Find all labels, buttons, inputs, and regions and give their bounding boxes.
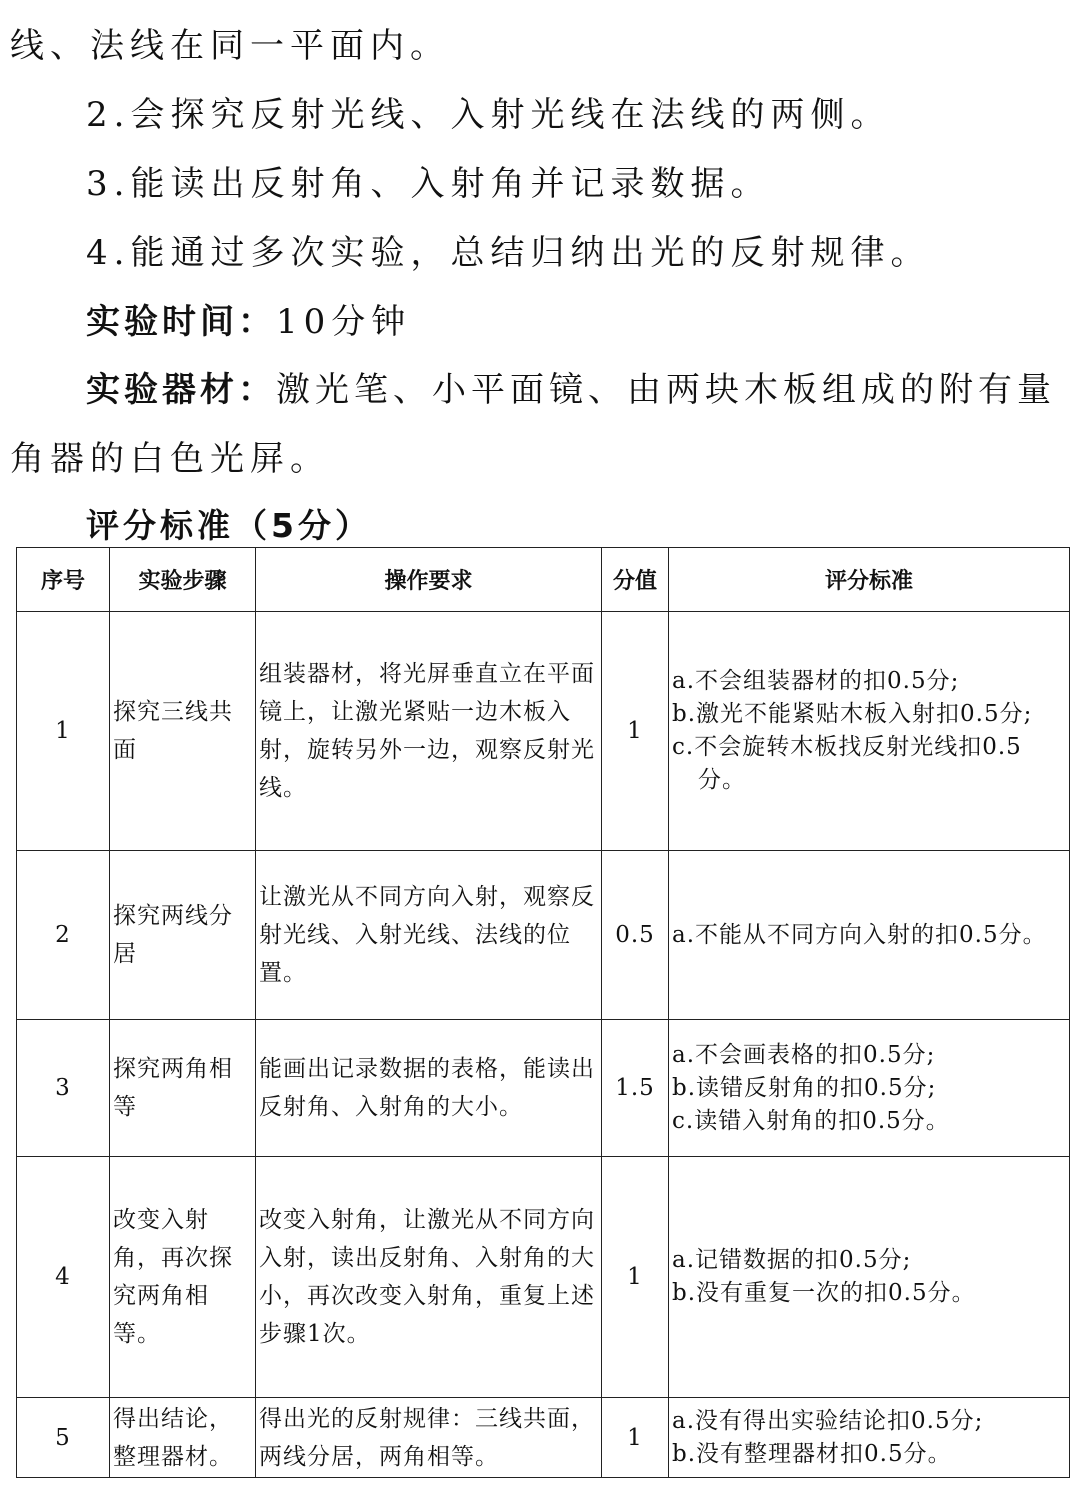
- row-criteria: [669, 1398, 1070, 1478]
- row-score: 1: [602, 1398, 669, 1478]
- materials-label: 实验器材：: [86, 370, 276, 410]
- criteria-item: a.不会组装器材的扣0.5分;: [672, 668, 960, 694]
- criteria-item: a.记错数据的扣0.5分;: [672, 1247, 912, 1273]
- criteria-item: c.不会旋转木板找反射光线扣0.5分。: [672, 734, 1022, 793]
- row-no: 2: [17, 851, 110, 1020]
- scoring-title: 评分标准（5分）: [86, 506, 372, 545]
- row-score: 1: [602, 1157, 669, 1398]
- time-line: [86, 294, 411, 343]
- row-step: 改变入射角，再次探究两角相等。: [110, 1157, 256, 1398]
- table-row: [17, 612, 1070, 851]
- row-criteria: [669, 1157, 1070, 1398]
- row-step: 探究两线分居: [110, 851, 256, 1020]
- scoring-table: [16, 547, 1070, 1478]
- header-score: 分值: [602, 548, 669, 612]
- row-score: 0.5: [602, 851, 669, 1020]
- row-criteria: [669, 851, 1070, 1020]
- table-row: [17, 1157, 1070, 1398]
- row-requirement: 能画出记录数据的表格，能读出反射角、入射角的大小。: [256, 1020, 602, 1157]
- row-step: 得出结论，整理器材。: [110, 1398, 256, 1478]
- row-requirement: 得出光的反射规律：三线共面，两线分居，两角相等。: [256, 1398, 602, 1478]
- row-requirement: 让激光从不同方向入射，观察反射光线、入射光线、法线的位置。: [256, 851, 602, 1020]
- materials-line: [86, 362, 1056, 411]
- header-step: 实验步骤: [110, 548, 256, 612]
- intro-line-4: 4.能通过多次实验，总结归纳出光的反射规律。: [86, 233, 931, 273]
- intro-line-1: 线、法线在同一平面内。: [10, 26, 450, 66]
- intro-line-3: 3.能读出反射角、入射角并记录数据。: [86, 164, 771, 204]
- row-step: 探究三线共面: [110, 612, 256, 851]
- criteria-item: b.读错反射角的扣0.5分;: [672, 1074, 937, 1101]
- header-no: 序号: [17, 548, 110, 612]
- intro-line-2: 2.会探究反射光线、入射光线在法线的两侧。: [86, 95, 891, 135]
- table-row: [17, 1398, 1070, 1478]
- row-score: 1.5: [602, 1020, 669, 1157]
- criteria-item: a.没有得出实验结论扣0.5分;: [672, 1407, 984, 1434]
- criteria-item: b.没有重复一次的扣0.5分。: [672, 1280, 976, 1306]
- criteria-item: b.激光不能紧贴木板入射扣0.5分;: [672, 701, 1033, 727]
- criteria-item: a.不会画表格的扣0.5分;: [672, 1041, 936, 1068]
- row-criteria: [669, 1020, 1070, 1157]
- row-no: 1: [17, 612, 110, 851]
- row-step: 探究两角相等: [110, 1020, 256, 1157]
- row-no: 4: [17, 1157, 110, 1398]
- materials-value: 激光笔、小平面镜、由两块木板组成的附有量: [276, 370, 1056, 410]
- criteria-item: a.不能从不同方向入射的扣0.5分。: [672, 921, 1047, 948]
- row-score: 1: [602, 612, 669, 851]
- row-no: 5: [17, 1398, 110, 1478]
- row-requirement: 改变入射角，让激光从不同方向入射，读出反射角、入射角的大小，再次改变入射角，重复上述步骤1次。: [256, 1157, 602, 1398]
- time-label: 实验时间：: [86, 302, 276, 342]
- header-requirement: 操作要求: [256, 548, 602, 612]
- materials-line-2: 角器的白色光屏。: [10, 439, 330, 479]
- row-requirement: 组装器材，将光屏垂直立在平面镜上，让激光紧贴一边木板入射，旋转另外一边，观察反射光线。: [256, 612, 602, 851]
- criteria-item: c.读错入射角的扣0.5分。: [672, 1107, 950, 1134]
- table-row: [17, 851, 1070, 1020]
- row-criteria: [669, 612, 1070, 851]
- header-criteria: 评分标准: [669, 548, 1070, 612]
- table-row: [17, 1020, 1070, 1157]
- criteria-item: b.没有整理器材扣0.5分。: [672, 1440, 952, 1467]
- row-no: 3: [17, 1020, 110, 1157]
- table-header-row: [17, 548, 1070, 612]
- time-value: 10分钟: [276, 302, 412, 342]
